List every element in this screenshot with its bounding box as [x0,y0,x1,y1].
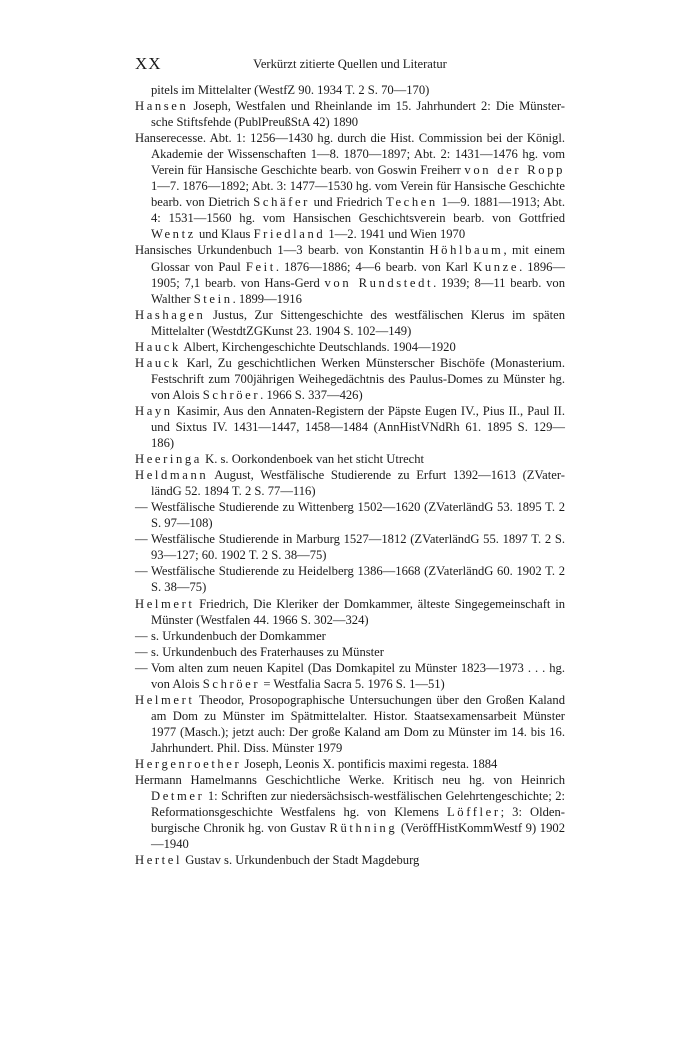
entry-text: Gustav s. Urkundenbuch der Stadt Magdeburg [182,853,420,868]
entry-text: Kasimir, Aus den Annaten-Registern der Päpste Eugen IV., Pius II., Paul II. und Sixtus IV. 1431—1447, 1458—1484 (AnnHistVNdRh 61. 1895 S. 129—186) [151,403,565,451]
bibliography-entry [135,242,565,306]
entry-text: Joseph, Leonis X. pontificis maximi regesta. 1884 [241,756,498,771]
bibliography-entry [135,307,565,339]
entry-text: 1—9. 1881—1913; Abt. 4: 1531—1560 hg. vom Hansischen Geschichtsverein bearb. von Gottfried [151,195,565,226]
entry-text: ; 3: Olden-burgische Chronik hg. von Gustav [151,805,565,836]
entry-text: . 1896—1905; 7,1 bearb. von Hans-Gerd [151,259,566,290]
author-name: Hauck [135,355,181,370]
author-name: Wentz [151,227,196,242]
entry-text: , mit einem Glossar von Paul [151,243,566,274]
author-name: von der Ropp [464,163,565,178]
author-name: Hertel [135,853,183,868]
author-name: Heldmann [135,468,209,483]
bibliography-sub-entry [135,644,565,660]
author-name: Rüthning [329,821,398,836]
author-name: Hauck [135,339,181,354]
ditto-dash: — [135,660,148,675]
ditto-dash: — [135,644,148,659]
bibliography-entry [135,355,565,403]
entry-text: und Klaus [195,227,254,242]
bibliography-entry [135,339,565,355]
entry-text: Westfälische Studierende zu Heidelberg 1386—1668 (ZVaterländG 60. 1902 T. 2 S. 38—75) [151,564,565,595]
entry-text: 1—7. 1876—1892; Abt. 3: 1477—1530 hg. vom Verein für Hansische Geschichte bearb. von Dietrich [151,179,565,210]
entry-text: Joseph, Westfalen und Rheinlande im 15. Jahrhundert 2: Die Münster-sche Stiftsfehde (PublPreußStA 42) 1890 [151,99,565,130]
entry-text: Albert, Kirchengeschichte Deutschlands. 1904—1920 [180,339,456,354]
bibliography-entry [135,451,565,467]
ditto-dash: — [135,532,148,547]
ditto-dash: — [135,564,148,579]
bibliography-entries [135,82,565,868]
author-name: Helmert [135,692,195,707]
entry-text: Hermann Hamelmanns Geschichtliche Werke. Kritisch neu hg. von Heinrich [135,773,565,788]
bibliography-entry [135,772,565,852]
ditto-dash: — [135,628,148,643]
author-name: Schröer [202,387,261,402]
entry-text: August, Westfälische Studierende zu Erfurt 1392—1613 (ZVater-ländG 52. 1894 T. 2 S. 77—116) [151,468,565,499]
entry-text: Hanserecesse. Abt. 1: 1256—1430 hg. durch die Hist. Commission bei der Königl. Akademie der Wissenschaften 1—8. 1870—1897; Abt. 2: 1431—1476 hg. vom Verein für Hansische Geschichte bearb. von Goswin Freiherr [135,131,565,178]
bibliography-entry [135,692,565,756]
entry-text: . 1939; 8—11 bearb. von Walther [151,275,566,306]
author-name: Kunze [473,259,520,274]
entry-text: s. Urkundenbuch des Fraterhauses zu Münster [151,644,384,659]
author-name: Helmert [135,596,195,611]
bibliography-entry [135,130,565,242]
author-name: Höhlbaum [429,243,504,258]
entry-text: 1: Schriften zur niedersächsisch-westfälischen Gelehrtengeschichte; 2: Reformationsgeschichte Westfalens hg. von Klemens [151,789,565,820]
author-name: Heeringa [135,452,202,467]
entry-text: pitels im Mittelalter (WestfZ 90. 1934 T. 2 S. 70—170) [151,83,430,97]
author-name: von Rundstedt [324,275,434,290]
bibliography-entry [135,756,565,772]
bibliography-sub-entry [135,499,565,531]
bibliography-entry [135,596,565,628]
entry-text: 1—2. 1941 und Wien 1970 [325,227,466,242]
bibliography-sub-entry [135,531,565,563]
author-name: Schäfer [253,195,310,210]
author-name: Hayn [135,403,173,418]
bibliography-entry [135,82,565,98]
author-name: Techen [386,195,438,210]
entry-text: Vom alten zum neuen Kapitel (Das Domkapitel zu Münster 1823—1973 . . . hg. von Alois [151,660,565,691]
author-name: Hergenroether [135,756,242,771]
entry-text: (VeröffHistKommWestf 9) 1902—1940 [151,821,565,852]
entry-text: . 1966 S. 337—426) [260,387,363,402]
bibliography-sub-entry [135,628,565,644]
entry-text: Hansisches Urkundenbuch 1—3 bearb. von Konstantin [135,243,430,258]
entry-text: = Westfalia Sacra 5. 1976 S. 1—51) [260,676,445,691]
author-name: Detmer [151,789,205,804]
author-name: Friedland [253,227,326,242]
bibliography-sub-entry [135,563,565,595]
bibliography-entry [135,852,565,868]
bibliography-entry [135,467,565,499]
entry-text: Westfälische Studierende in Marburg 1527—1812 (ZVaterländG 55. 1897 T. 2 S. 93—127; 60. 1902 T. 2 S. 38—75) [151,532,565,563]
page-number: XX [135,54,162,73]
entry-text: Justus, Zur Sittengeschichte des westfälischen Klerus im späten Mittelalter (WestdtZGKunst 23. 1904 S. 102—149) [151,307,565,338]
entry-text: K. s. Oorkondenboek van het sticht Utrecht [201,452,425,467]
entry-text: s. Urkundenbuch der Domkammer [151,628,326,643]
entry-text: . 1876—1886; 4—6 bearb. von Karl [275,259,474,274]
entry-text: . 1899—1916 [232,291,302,306]
bibliography-entry [135,98,565,130]
entry-text: und Friedrich [309,195,387,210]
entry-text: Friedrich, Die Kleriker der Domkammer, älteste Singegemeinschaft in Münster (Westfalen 44. 1966 S. 302—324) [151,596,565,627]
author-name: Hansen [135,99,189,114]
entry-text: Theodor, Prosopographische Untersuchungen über den Großen Kaland am Dom zu Münster im Spätmittelalter. Histor. Staatsexamensarbeit Münster 1977 (Masch.); jetzt auch: Der große Kaland am Dom zu Münster im 14. bis 16. Jahrhundert. Phil. Diss. Münster 1979 [151,692,565,755]
author-name: Hashagen [135,307,206,322]
page-header [135,54,565,76]
entry-text: Westfälische Studierende zu Wittenberg 1502—1620 (ZVaterländG 53. 1895 T. 2 S. 97—108) [151,500,565,531]
author-name: Schröer [202,676,261,691]
ditto-dash: — [135,500,148,515]
bibliography-entry [135,403,565,451]
author-name: Löffler [447,805,501,820]
author-name: Stein [193,291,233,306]
running-title: Verkürzt zitierte Quellen und Literatur [253,57,447,71]
author-name: Feit [245,259,276,274]
entry-text: Karl, Zu geschichtlichen Werken Münsterscher Bischöfe (Monasterium. Festschrift zum 700jährigen Weihegedächtnis des Paulus-Domes zu Münster hg. von Alois [151,355,565,402]
bibliography-sub-entry [135,660,565,692]
